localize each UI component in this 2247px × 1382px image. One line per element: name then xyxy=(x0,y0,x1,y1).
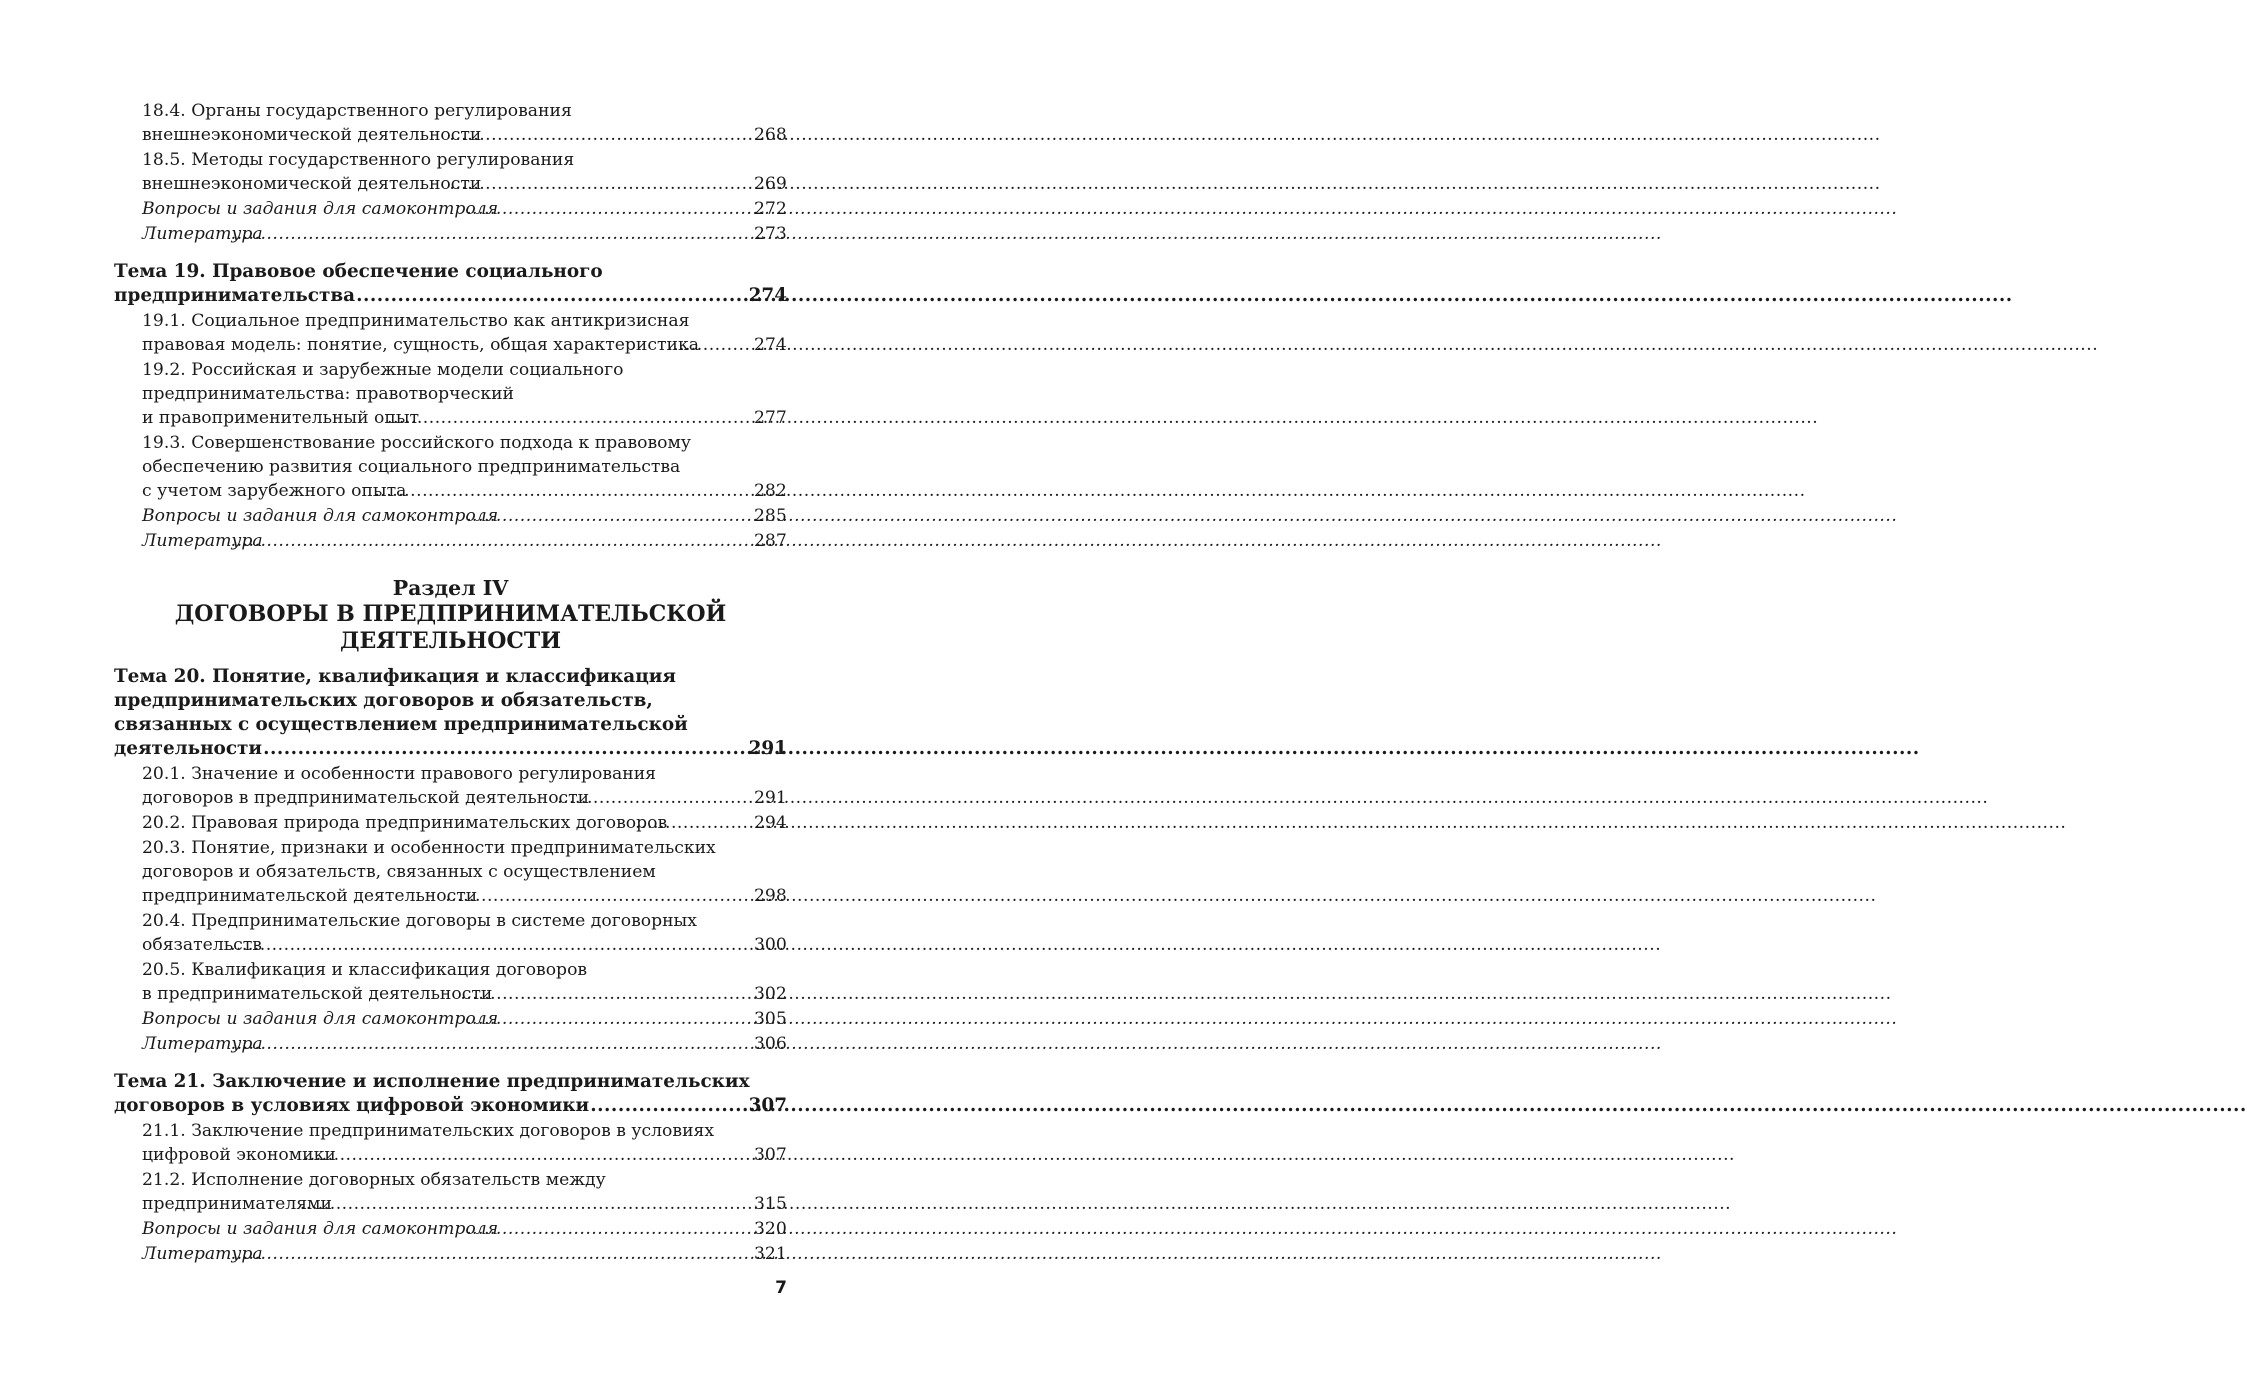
section-title-line: ДЕЯТЕЛЬНОСТИ xyxy=(339,628,562,654)
entry-title-line: Вопросы и задания для самоконтроля xyxy=(142,1009,499,1029)
entry-title-line: 19.1. Социальное предпринимательство как антикризисная xyxy=(142,311,690,331)
topic-title-line: предпринимательства xyxy=(114,285,356,306)
entry-title-line: 21.1. Заключение предпринимательских договоров в условиях xyxy=(142,1121,715,1141)
topic-title-line: договоров в условиях цифровой экономики xyxy=(114,1095,590,1116)
toc-entry-literature-21: Литература ..... 321 xyxy=(114,1242,787,1266)
entry-title-line: 21.2. Исполнение договорных обязательств между xyxy=(142,1170,606,1190)
entry-title-line: правовая модель: понятие, сущность, общая характеристика xyxy=(142,335,699,355)
entry-title-line: внешнеэкономической деятельности xyxy=(142,174,482,194)
entry-title-line: и правоприменительный опыт xyxy=(142,408,420,428)
entry-title-line: внешнеэкономической деятельности xyxy=(142,125,482,145)
dot-leader xyxy=(482,123,785,147)
entry-title-line: 20.5. Квалификация и классификация договоров xyxy=(142,960,588,980)
toc-entry-literature-20: Литература ..... 306 xyxy=(114,1032,787,1056)
dot-leader xyxy=(264,222,785,246)
entry-title-line: в предпринимательской деятельности xyxy=(142,984,493,1004)
dot-leader xyxy=(499,1217,785,1241)
table-of-contents xyxy=(114,99,787,1266)
toc-entry-questions-21: Вопросы и задания для самоконтроля ..... 320 xyxy=(114,1217,787,1241)
entry-title-line: предпринимательства: правотворческий xyxy=(142,384,514,404)
entry-title-line: Литература xyxy=(142,224,263,244)
section-label: Раздел IV xyxy=(392,576,509,600)
page-number: 7 xyxy=(775,1278,787,1298)
page-ref: 291 xyxy=(748,738,787,759)
toc-entry-questions-20: Вопросы и задания для самоконтроля ..... 305 xyxy=(114,1007,787,1031)
dot-leader xyxy=(478,884,785,908)
entry-title-line: Вопросы и задания для самоконтроля xyxy=(142,506,499,526)
dot-leader xyxy=(337,1143,785,1167)
topic-title-line: Тема 21. Заключение и исполнение предпринимательских xyxy=(114,1071,750,1092)
toc-topic-19 xyxy=(114,260,787,308)
toc-entry-19-1: 19.1. Социальное предпринимательство как антикризисная правовая модель: понятие, сущность, общая характеристика ..... 274 xyxy=(114,309,787,357)
entry-title-line: Литература xyxy=(142,1244,263,1264)
toc-entry-19-3: 19.3. Совершенствование российского подхода к правовому обеспечению развития социального предпринимательства с учетом зарубежного опыта ..... 282 xyxy=(114,431,787,503)
topic-title-line: деятельности xyxy=(114,738,263,759)
dot-leader xyxy=(590,1094,746,1118)
dot-leader xyxy=(499,197,785,221)
page-ref: 307 xyxy=(748,1095,787,1116)
topic-title-line: Тема 19. Правовое обеспечение социального xyxy=(114,261,603,282)
topic-title-line: связанных с осуществлением предпринимательской xyxy=(114,714,688,735)
page-ref: 274 xyxy=(748,285,787,306)
entry-title-line: Вопросы и задания для самоконтроля xyxy=(142,199,499,219)
entry-title-line: 18.4. Органы государственного регулирования xyxy=(142,101,572,121)
toc-entry-literature-19: Литература ..... 287 xyxy=(114,529,787,553)
toc-entry-18-4: 18.4. Органы государственного регулирования внешнеэкономической деятельности ..... 268 xyxy=(114,99,787,147)
toc-entry-21-1: 21.1. Заключение предпринимательских договоров в условиях цифровой экономики ..... 307 xyxy=(114,1119,787,1167)
entry-title-line: 19.2. Российская и зарубежные модели социального xyxy=(142,360,624,380)
entry-title-line: 19.3. Совершенствование российского подхода к правовому xyxy=(142,433,691,453)
entry-title-line: предпринимателями xyxy=(142,1194,332,1214)
entry-title-line: 20.3. Понятие, признаки и особенности предпринимательских xyxy=(142,838,716,858)
toc-entry-questions-18: Вопросы и задания для самоконтроля ..... 272 xyxy=(114,197,787,221)
toc-topic-20 xyxy=(114,665,787,761)
entry-title-line: 20.1. Значение и особенности правового регулирования xyxy=(142,764,657,784)
toc-entry-20-3: 20.3. Понятие, признаки и особенности предпринимательских договоров и обязательств, связанных с осуществлением предпринимательской деятельности ..... 298 xyxy=(114,836,787,908)
toc-entry-20-4: 20.4. Предпринимательские договоры в системе договорных обязательств ..... 300 xyxy=(114,909,787,957)
dot-leader xyxy=(420,406,785,430)
entry-title-line: 20.2. Правовая природа предпринимательских договоров xyxy=(142,813,668,833)
entry-title-line: 18.5. Методы государственного регулирования xyxy=(142,150,575,170)
entry-title-line: договоров в предпринимательской деятельности xyxy=(142,788,590,808)
entry-title-line: обязательств xyxy=(142,935,262,955)
dot-leader xyxy=(356,284,747,308)
section-heading xyxy=(114,575,787,655)
toc-topic-21 xyxy=(114,1070,787,1118)
toc-entry-20-1: 20.1. Значение и особенности правового регулирования договоров в предпринимательской деятельности ..... 291 xyxy=(114,762,787,810)
entry-title-line: Литература xyxy=(142,1034,263,1054)
dot-leader xyxy=(264,1032,785,1056)
toc-entry-19-2: 19.2. Российская и зарубежные модели социального предпринимательства: правотворческий и правоприменительный опыт ..... 277 xyxy=(114,358,787,430)
dot-leader xyxy=(333,1192,785,1216)
dot-leader xyxy=(499,504,785,528)
toc-entry-20-2: 20.2. Правовая природа предпринимательских договоров ..... 294 xyxy=(114,811,787,835)
dot-leader xyxy=(493,982,785,1006)
entry-title-line: с учетом зарубежного опыта xyxy=(142,481,407,501)
dot-leader xyxy=(264,1242,785,1266)
dot-leader xyxy=(482,172,785,196)
entry-title-line: договоров и обязательств, связанных с осуществлением xyxy=(142,862,656,882)
toc-entry-21-2: 21.2. Исполнение договорных обязательств между предпринимателями ..... 315 xyxy=(114,1168,787,1216)
dot-leader xyxy=(263,933,785,957)
entry-title-line: предпринимательской деятельности xyxy=(142,886,478,906)
entry-title-line: 20.4. Предпринимательские договоры в системе договорных xyxy=(142,911,697,931)
dot-leader xyxy=(264,529,785,553)
dot-leader xyxy=(407,479,785,503)
toc-entry-questions-19: Вопросы и задания для самоконтроля ..... 285 xyxy=(114,504,787,528)
toc-entry-20-5: 20.5. Квалификация и классификация договоров в предпринимательской деятельности ..... 302 xyxy=(114,958,787,1006)
entry-title-line: Вопросы и задания для самоконтроля xyxy=(142,1219,499,1239)
toc-entry-18-5: 18.5. Методы государственного регулирования внешнеэкономической деятельности ..... 269 xyxy=(114,148,787,196)
dot-leader xyxy=(499,1007,785,1031)
dot-leader xyxy=(263,737,747,761)
topic-title-line: предпринимательских договоров и обязательств, xyxy=(114,690,653,711)
entry-title-line: цифровой экономики xyxy=(142,1145,336,1165)
entry-title-line: обеспечению развития социального предпринимательства xyxy=(142,457,681,477)
toc-entry-literature-18: Литература ..... 273 xyxy=(114,222,787,246)
entry-title-line: Литература xyxy=(142,531,263,551)
section-title-line: ДОГОВОРЫ В ПРЕДПРИНИМАТЕЛЬСКОЙ xyxy=(174,601,727,627)
topic-title-line: Тема 20. Понятие, квалификация и классификация xyxy=(114,666,677,687)
